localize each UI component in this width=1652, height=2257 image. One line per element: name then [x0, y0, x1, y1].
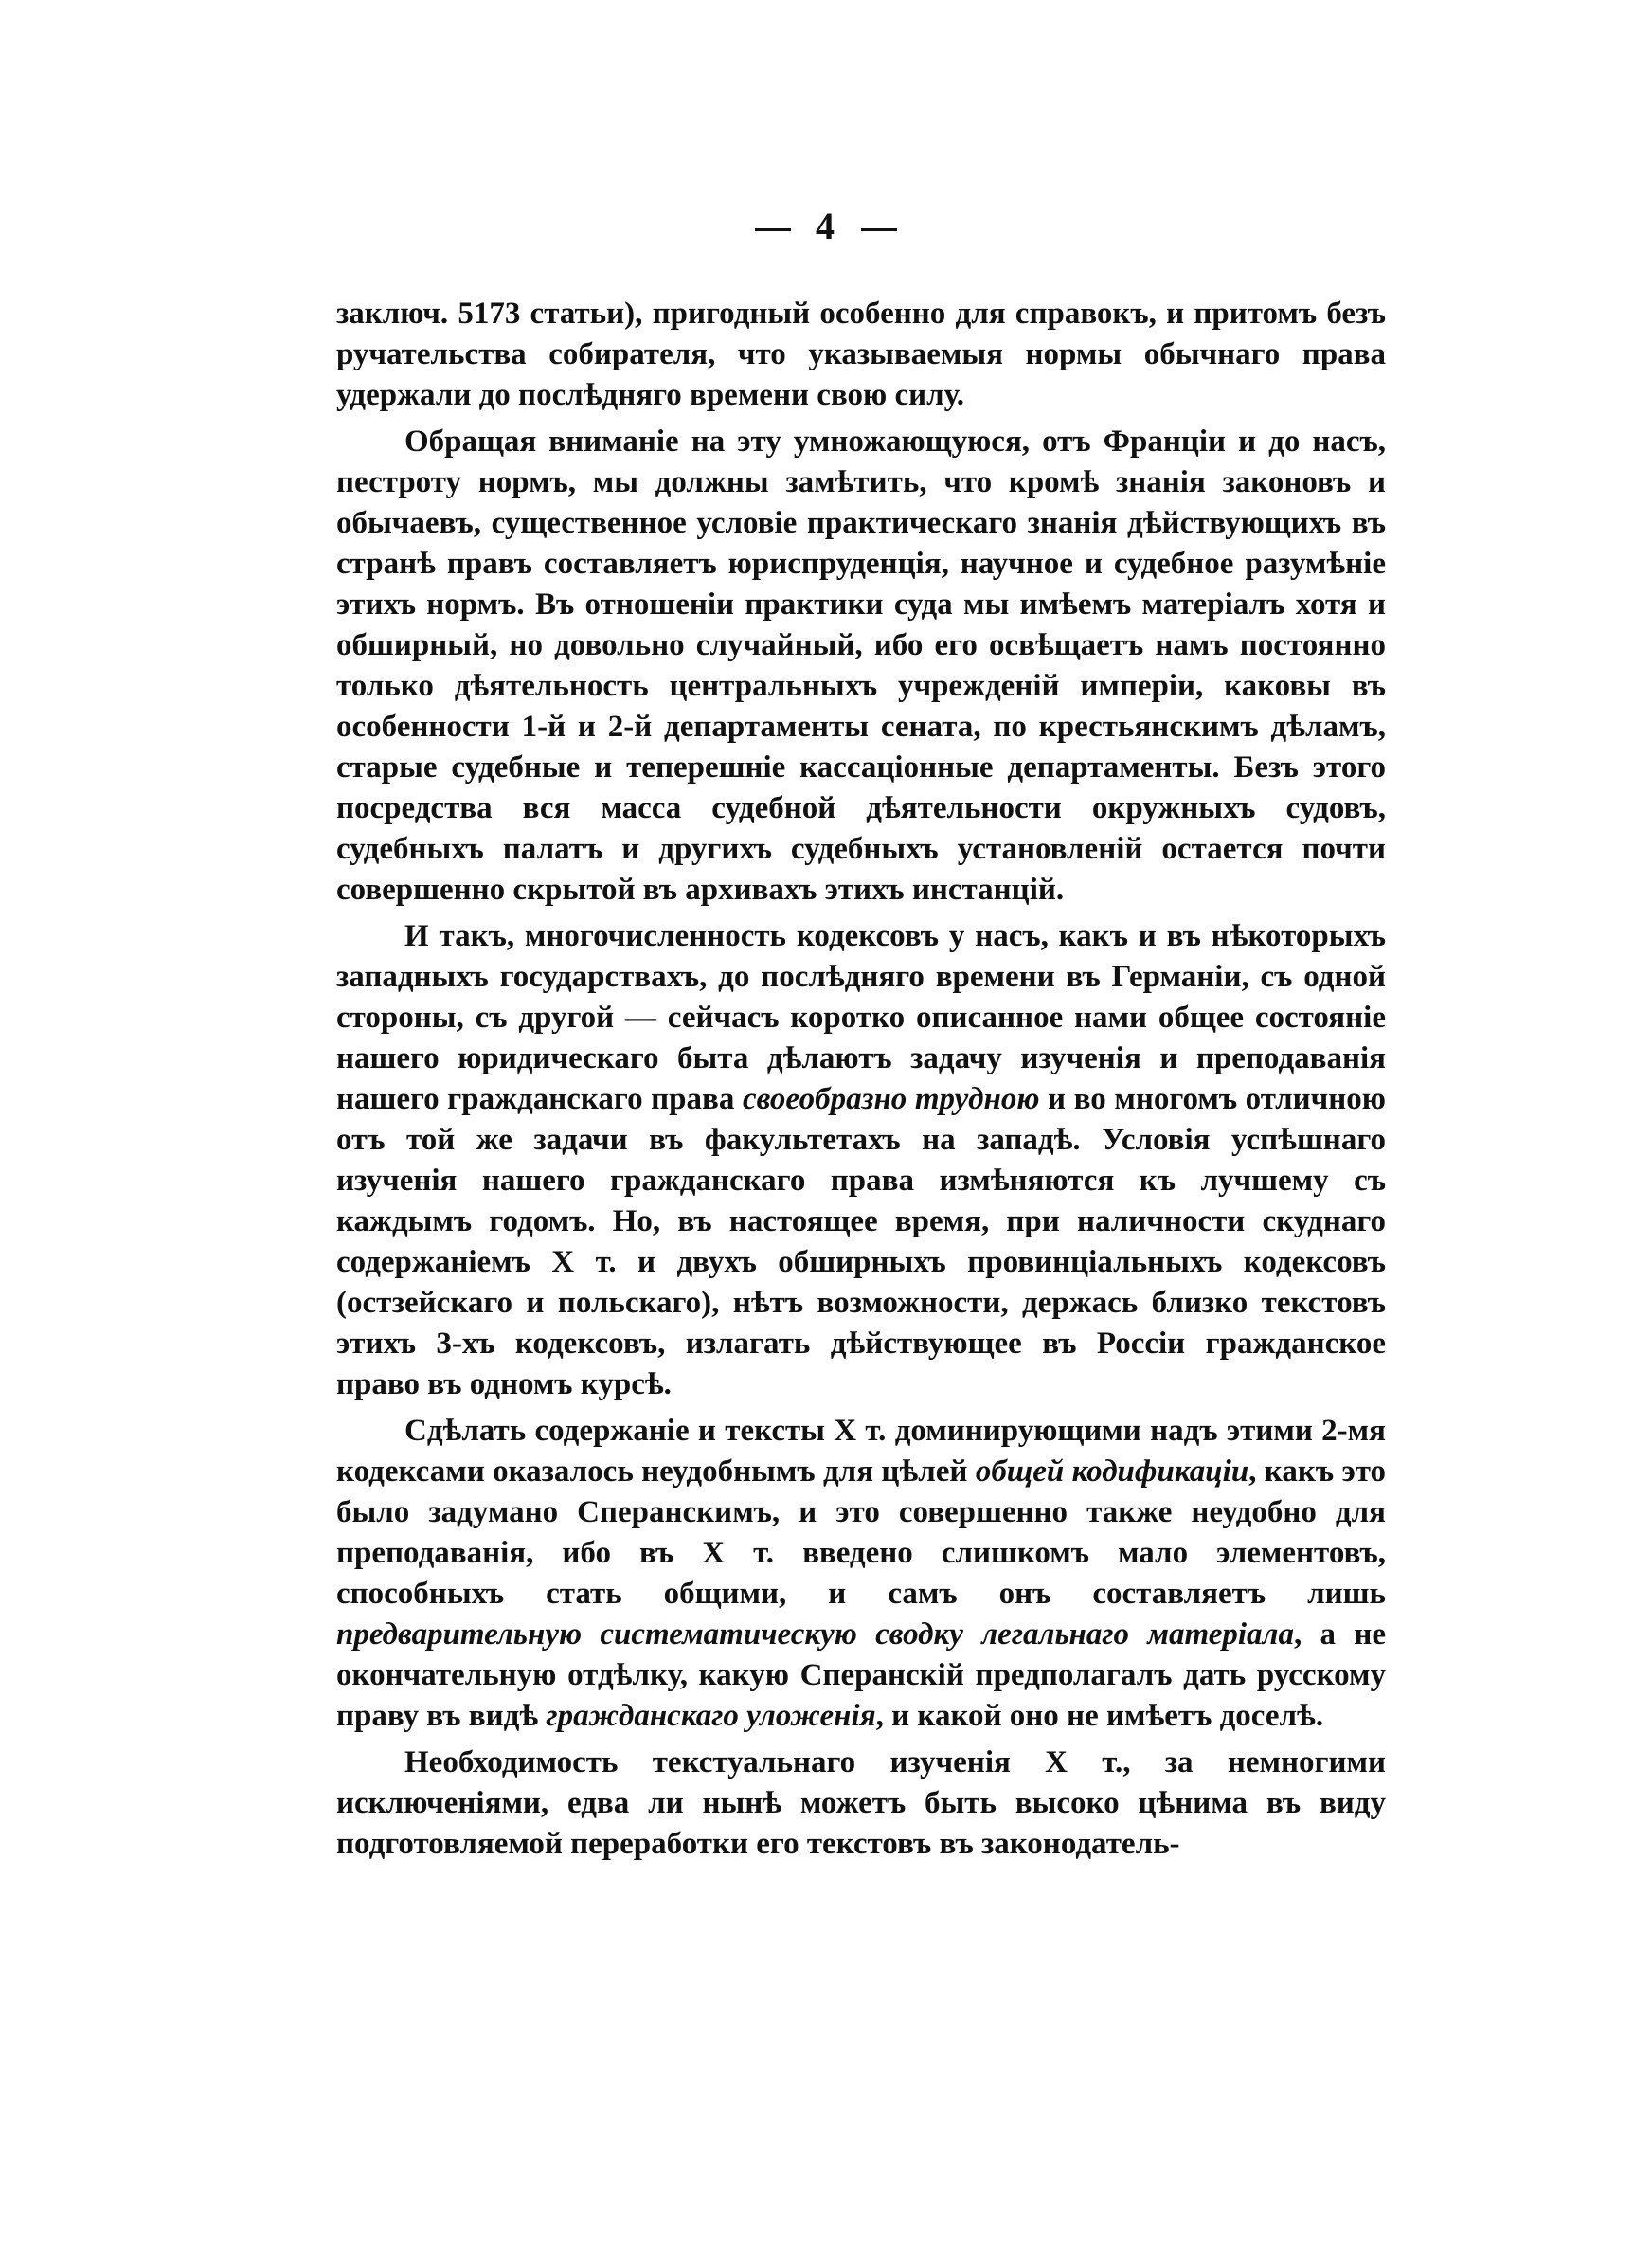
page-number-dash-right [861, 228, 897, 231]
paragraph-p5 [336, 1742, 1386, 1865]
text-run: , а не окончательную отдѣлку, какую Сперанскій предполагалъ дать русскому праву въ видѣ [336, 1617, 1386, 1733]
paragraph-p1 [336, 294, 1386, 416]
text-run: , и какой оно не имѣетъ доселѣ. [875, 1699, 1324, 1733]
text-run: Обращая вниманіе на эту умножающуюся, отъ Франціи и до насъ, пестроту нормъ, мы должны замѣтить, что кромѣ знанія законовъ и обычаевъ, существенное условіе практическаго знанія дѣйствующихъ въ странѣ правъ составляетъ юриспруденція, научное и судебное разумѣніе этихъ нормъ. Въ отношеніи практики суда мы имѣемъ матеріалъ хотя и обширный, но довольно случайный, ибо его освѣщаетъ намъ постоянно только дѣятельность центральныхъ учрежденій имперіи, каковы въ особенности 1-й и 2-й департаменты сената, по крестьянскимъ дѣламъ, старые судебные и теперешніе кассаціонные департаменты. Безъ этого посредства вся масса судебной дѣятельности окружныхъ судовъ, судебныхъ палатъ и другихъ судебныхъ установленій остается почти совершенно скрытой въ архивахъ этихъ инстанцій. [336, 424, 1386, 907]
italic-phrase: предварительную систематическую сводку легальнаго матеріала [336, 1617, 1294, 1652]
text-run: заключ. 5173 статьи), пригодный особенно для справокъ, и притомъ безъ ручательства собирателя, что указываемыя нормы обычнаго права удержали до послѣдняго времени свою силу. [336, 297, 1386, 412]
italic-phrase: общей кодификаціи [975, 1454, 1249, 1489]
paragraph-p2 [336, 422, 1386, 911]
text-run: И такъ, многочисленность кодексовъ у насъ, какъ и въ нѣкоторыхъ западныхъ государствахъ, до послѣдняго времени въ Германіи, съ одной стороны, съ другой — сейчасъ коротко описанное нами общее состояніе нашего юридическаго быта дѣлаютъ задачу изученія и преподаванія нашего гражданскаго права [336, 919, 1386, 1116]
text-run: и во многомъ отличною отъ той же задачи въ факультетахъ на западѣ. Условія успѣшнаго изученія нашего гражданскаго права измѣняются къ лучшему съ каждымъ годомъ. Но, въ настоящее время, при наличности скуднаго содержаніемъ X т. и двухъ обширныхъ провинціальныхъ кодексовъ (остзейскаго и польскаго), нѣтъ возможности, держась близко текстовъ этихъ 3-хъ кодексовъ, излагать дѣйствующее въ Россіи гражданское право въ одномъ курсѣ. [336, 1082, 1386, 1401]
page-number-dash-left [755, 228, 791, 231]
text-run: Сдѣлать содержаніе и тексты X т. доминирующими надъ этими 2-мя кодексами оказалось неудобнымъ для цѣлей [336, 1414, 1386, 1489]
page-number [0, 204, 1652, 248]
paragraph-p4 [336, 1411, 1386, 1737]
paragraph-p3 [336, 916, 1386, 1405]
italic-phrase: своеобразно трудною [742, 1082, 1040, 1116]
text-run: Необходимость текстуальнаго изученія X т., за немногими исключеніями, едва ли нынѣ можетъ быть высоко цѣнима въ виду подготовляемой переработки его текстовъ въ законодатель- [336, 1745, 1386, 1861]
page-number-value: 4 [816, 205, 836, 247]
italic-phrase: гражданскаго уложенія [546, 1699, 876, 1733]
text-run: , какъ это было задумано Сперанскимъ, и это совершенно также неудобно для преподаванія, ибо въ X т. введено слишкомъ мало элементовъ, способныхъ стать общими, и самъ онъ составляетъ лишь [336, 1454, 1386, 1611]
body-text [336, 294, 1386, 1870]
